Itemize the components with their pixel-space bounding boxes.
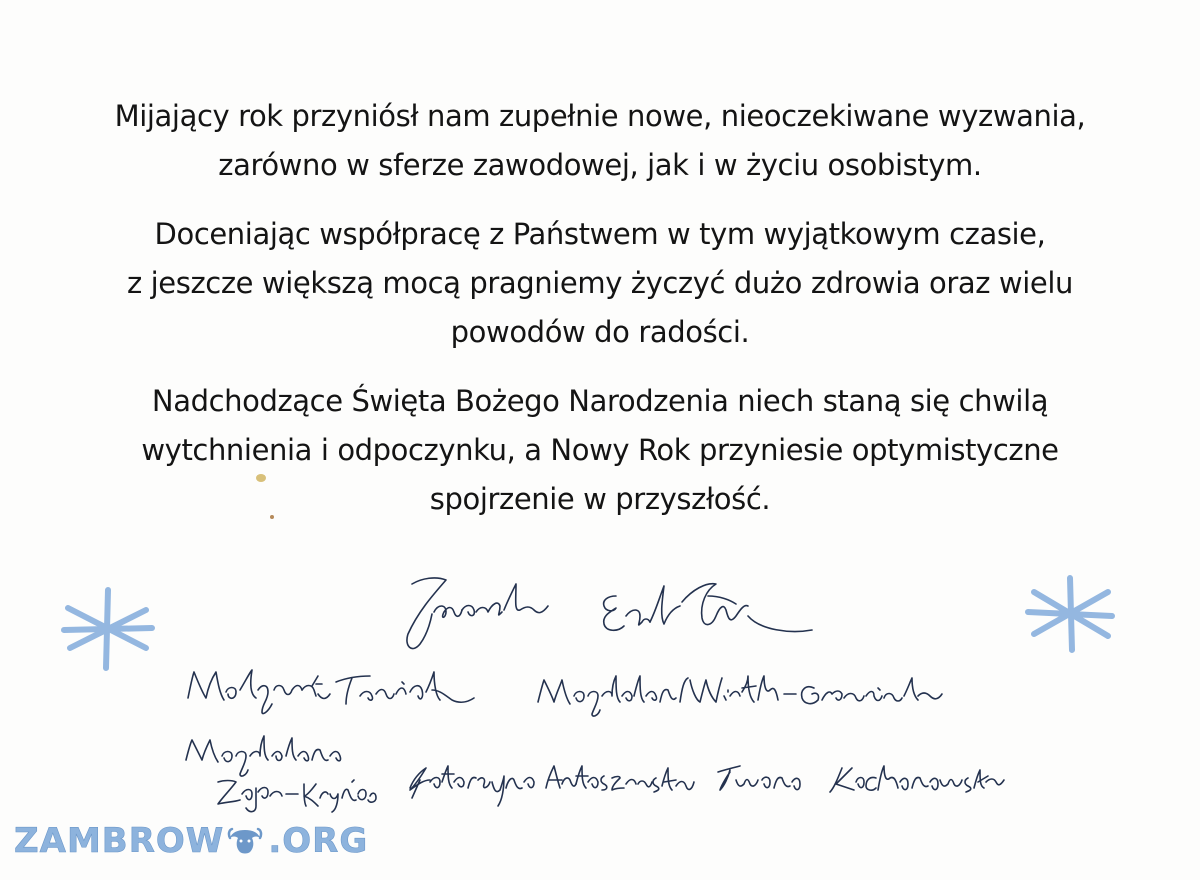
text-line: spojrzenie w przyszłość.: [429, 482, 771, 516]
signature-eadkowski: [604, 584, 812, 632]
logo-text-zambrow: ZAMBROW: [14, 821, 225, 861]
bison-icon: [226, 824, 264, 858]
signature-zaworski: [407, 578, 548, 649]
text-line: zarówno w sferze zawodowej, jak i w życiu osobistym.: [218, 148, 982, 182]
signature-zajac-krynis: [186, 736, 376, 812]
text-line: Nadchodzące Święta Bożego Narodzenia niech staną się chwilą: [151, 384, 1049, 418]
text-line: Mijający rok przyniósł nam zupełnie nowe, nieoczekiwane wyzwania,: [114, 99, 1086, 133]
watermark-logo[interactable]: [14, 818, 368, 864]
text-line: z jeszcze większą mocą pragniemy życzyć dużo zdrowia oraz wielu: [127, 266, 1073, 300]
signature-terniak: [188, 670, 474, 714]
signature-antoszewska: [410, 766, 694, 806]
text-line: powodów do radości.: [450, 315, 750, 349]
signature-wirth-grzecinska: [538, 676, 942, 716]
text-line: Doceniając współpracę z Państwem w tym wyjątkowym czasie,: [154, 217, 1046, 251]
logo-text-org: .ORG: [268, 821, 369, 861]
text-line: wytchnienia i odpoczynku, a Nowy Rok przyniesie optymistyczne: [141, 433, 1059, 467]
signature-kochanowska: [718, 766, 1004, 792]
